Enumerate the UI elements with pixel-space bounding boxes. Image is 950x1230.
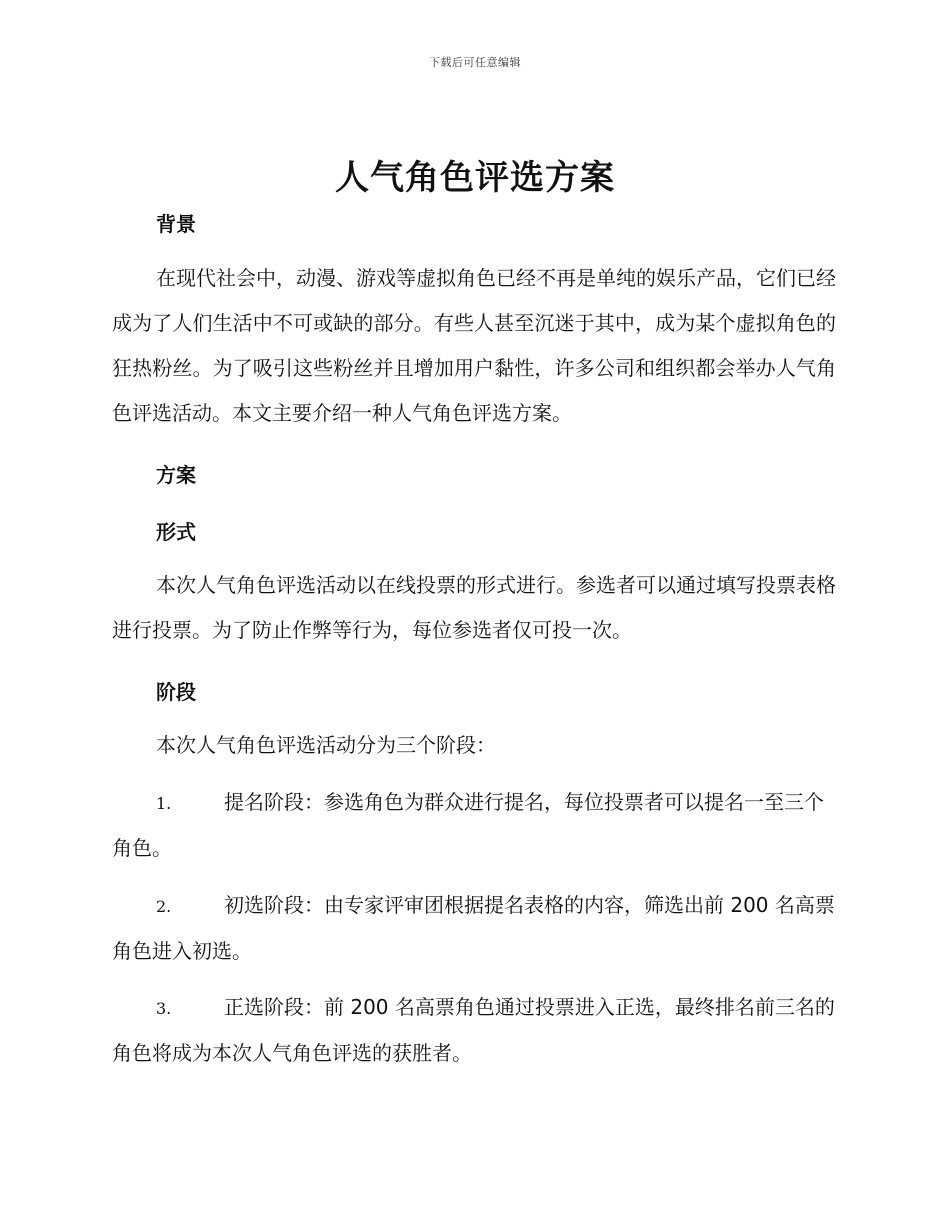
heading-stage: 阶段 <box>156 680 196 704</box>
list-item-text: 初选阶段：由专家评审团根据提名表格的内容，筛选出前 200 名高票角色进入初选。 <box>112 893 835 963</box>
heading-background: 背景 <box>156 212 196 236</box>
list-item-number: 3. <box>156 999 172 1018</box>
paragraph-background: 在现代社会中，动漫、游戏等虚拟角色已经不再是单纯的娱乐产品，它们已经成为了人们生活中不可或缺的部分。有些人甚至沉迷于其中，成为某个虚拟角色的狂热粉丝。为了吸引这些粉丝并且增加用户黏性，许多公司和组织都会举办人气角色评选活动。本文主要介绍一种人气角色评选方案。 <box>112 266 836 425</box>
heading-plan: 方案 <box>156 463 196 487</box>
list-item <box>112 985 836 1076</box>
document-title: 人气角色评选方案 <box>335 158 615 198</box>
list-item-number: 1. <box>156 794 172 813</box>
header-note: 下载后可任意编辑 <box>429 56 521 69</box>
list-item <box>112 883 836 974</box>
list-item-text: 提名阶段：参选角色为群众进行提名，每位投票者可以提名一至三个角色。 <box>112 790 824 860</box>
list-item-number: 2. <box>156 897 172 916</box>
heading-form: 形式 <box>156 520 196 544</box>
paragraph-form: 本次人气角色评选活动以在线投票的形式进行。参选者可以通过填写投票表格进行投票。为了防止作弊等行为，每位参选者仅可投一次。 <box>112 573 836 642</box>
list-item <box>112 780 836 871</box>
list-item-text: 正选阶段：前 200 名高票角色通过投票进入正选，最终排名前三名的角色将成为本次人气角色评选的获胜者。 <box>112 995 835 1065</box>
paragraph-stage-intro: 本次人气角色评选活动分为三个阶段： <box>156 733 496 757</box>
